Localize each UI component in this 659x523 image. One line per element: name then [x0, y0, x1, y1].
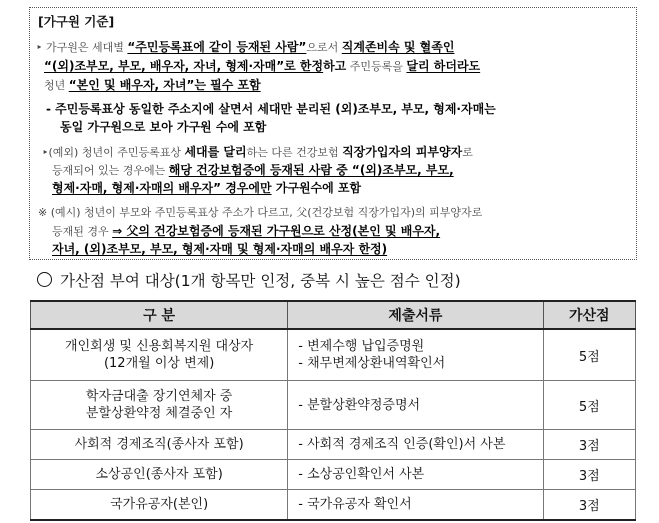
row-points: 3점: [543, 430, 635, 460]
row-points: 5점: [543, 329, 635, 381]
table-row: [31, 329, 636, 381]
criteria-title: [가구원 기준]: [38, 14, 115, 29]
criteria-p1-line2: “(외)조부모, 부모, 배우자, 자녀, 형제·자매”로 한정하고 주민등록을 달리 하더라도: [44, 59, 481, 73]
row-category: 국가유공자(본인): [31, 490, 288, 521]
row-category: 소상공인(종사자 포함): [31, 460, 288, 490]
row-points: 3점: [543, 490, 635, 521]
header-documents: 제출서류: [288, 301, 543, 329]
row-documents: - 변제수행 납입증명원 - 채무변제상환내역확인서: [288, 329, 543, 381]
header-points: 가산점: [543, 301, 635, 329]
row-documents: - 분할상환약정증명서: [288, 381, 543, 430]
criteria-p4-line3: 자녀, (외)조부모, 부모, 형제·자매 및 형제·자매의 배우자 한정): [52, 242, 388, 256]
row-category: 개인회생 및 신용회복지원 대상자 (12개월 이상 변제): [31, 329, 288, 381]
header-category: 구 분: [31, 301, 288, 329]
criteria-p3-line1: ‣(예외) 청년이 주민등록표상 세대를 달리하는 다른 건강보험 직장가입자의 피부양자로: [42, 145, 473, 159]
bonus-section-heading: [37, 269, 461, 291]
table-row: [31, 460, 636, 490]
table-header-row: [31, 301, 636, 329]
row-documents: - 소상공인확인서 사본: [288, 460, 543, 490]
bonus-section-title: 가산점 부여 대상(1개 항목만 인정, 중복 시 높은 점수 인정): [60, 272, 461, 290]
table-row: [31, 490, 636, 521]
criteria-p4-line2: 등재된 경우 ⇒ 父의 건강보험증에 등재된 가구원으로 산정(본인 및 배우자,: [52, 224, 441, 238]
row-category: 사회적 경제조직(종사자 포함): [31, 430, 288, 460]
criteria-p3-line3: 형제·자매, 형제·자매의 배우자” 경우에만 가구원수에 포함: [52, 181, 362, 195]
row-points: 5점: [543, 381, 635, 430]
table-row: [31, 430, 636, 460]
criteria-p1-line1: ‣ 가구원은 세대별 “주민등록표에 같이 등재된 사람”으로서 직계존비속 및 혈족인: [36, 40, 455, 54]
household-criteria-box: [29, 7, 637, 260]
row-points: 3점: [543, 460, 635, 490]
row-documents: - 사회적 경제조직 인증(확인)서 사본: [288, 430, 543, 460]
row-documents: - 국가유공자 확인서: [288, 490, 543, 521]
circle-bullet-icon: [37, 272, 52, 287]
criteria-p2-line1: - 주민등록표상 동일한 주소지에 살면서 세대만 분리된 (외)조부모, 부모, 형제·자매는: [46, 102, 496, 116]
criteria-p4-line1: ※ (예시) 청년이 부모와 주민등록표상 주소가 다르고, 父(건강보험 직장가입자)의 피부양자로: [38, 206, 483, 219]
row-category: 학자금대출 장기연체자 중 분할상환약정 체결중인 자: [31, 381, 288, 430]
criteria-p2-line2: 동일 가구원으로 보아 가구원 수에 포함: [60, 120, 267, 134]
bonus-points-table: [30, 300, 636, 521]
table-row: [31, 381, 636, 430]
criteria-p1-line3: 청년 “본인 및 배우자, 자녀”는 필수 포함: [44, 78, 261, 92]
criteria-p3-line2: 등재되어 있는 경우에는 해당 건강보험증에 등재된 사람 중 “(외)조부모, 부모,: [52, 163, 454, 177]
